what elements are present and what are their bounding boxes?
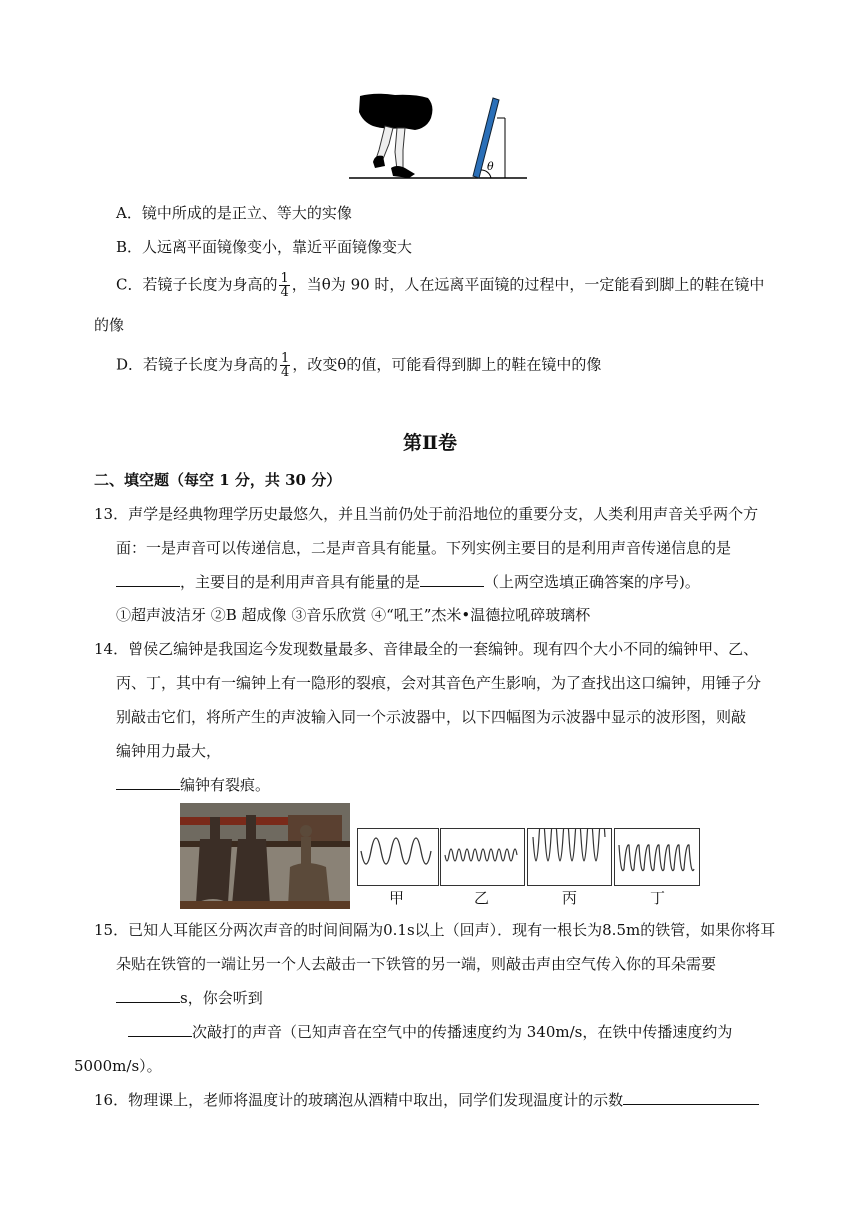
fraction-denominator: 4 [281, 365, 290, 380]
fraction-one-quarter [279, 272, 289, 299]
waveform-label-yi: 乙 [474, 889, 490, 907]
q15-line3 [116, 988, 263, 1008]
waveform-jia [357, 828, 439, 886]
waveform-label-ding: 丁 [650, 889, 666, 907]
answer-blank[interactable] [128, 1022, 192, 1037]
fraction-numerator: 1 [281, 351, 290, 366]
answer-blank[interactable] [116, 988, 180, 1003]
q16-line1 [94, 1090, 759, 1110]
mirror [473, 98, 499, 178]
q13-line2: 面：一是声音可以传递信息，二是声音具有能量。下列实例主要目的是利用声音传递信息的是 [116, 539, 732, 557]
waveform-label-bing: 丙 [562, 889, 578, 907]
fraction-denominator: 4 [280, 285, 289, 300]
option-c-continuation: 的像 [94, 316, 125, 334]
theta-label: θ [487, 160, 494, 173]
q14-line4: 编钟用力最大， [116, 742, 222, 760]
q16-line1-text: 16．物理课上，老师将温度计的玻璃泡从酒精中取出，同学们发现温度计的示数 [94, 1091, 624, 1109]
waveform-yi [440, 828, 525, 886]
answer-blank[interactable] [420, 572, 484, 587]
section-heading: 二、填空题（每空 1 分，共 30 分） [94, 471, 342, 489]
q14-line5-text: 编钟有裂痕。 [180, 776, 271, 794]
waveform-bing [527, 828, 612, 886]
option-c-prefix: C．若镜子长度为身高的 [116, 275, 278, 294]
option-a: A．镜中所成的是正立、等大的实像 [116, 204, 352, 222]
q14-line1: 14．曾侯乙编钟是我国迄今发现数量最多、音律最全的一套编钟。现有四个大小不同的编钟甲、乙、 [94, 640, 759, 658]
answer-blank[interactable] [116, 572, 180, 587]
bells-photo [180, 803, 350, 909]
option-d [116, 352, 601, 379]
q14-line3: 别敲击它们，将所产生的声波输入同一个示波器中，以下四幅图为示波器中显示的波形图，则敲 [116, 708, 747, 726]
person-silhouette [359, 94, 432, 178]
q15-line4 [128, 1022, 732, 1042]
answer-blank[interactable] [623, 1090, 759, 1105]
q13-line1: 13．声学是经典物理学历史最悠久，并且当前仍处于前沿地位的重要分支，人类利用声音关乎两个方 [94, 505, 759, 523]
q13-line3 [116, 572, 700, 592]
fraction-one-quarter-d [280, 352, 290, 379]
option-c [116, 272, 764, 299]
q15-line3-text: s，你会听到 [180, 989, 263, 1007]
q15-line1: 15．已知人耳能区分两次声音的时间间隔为0.1s以上（回声）．现有一根长为8.5m的铁管，如果你将耳 [94, 921, 776, 939]
waveform-label-jia: 甲 [389, 889, 405, 907]
q13-options: ①超声波洁牙 ②B 超成像 ③音乐欣赏 ④“吼王”杰米•温德拉吼碎玻璃杯 [116, 606, 591, 624]
option-b: B．人远离平面镜像变小，靠近平面镜像变大 [116, 238, 413, 256]
q14-line5 [116, 775, 270, 795]
section-title: 第Ⅱ卷 [402, 432, 457, 454]
answer-blank[interactable] [116, 775, 180, 790]
option-d-suffix: ，改变θ的值，可能看得到脚上的鞋在镜中的像 [292, 355, 602, 374]
q13-line3-middle: ，主要目的是利用声音具有能量的是 [180, 573, 421, 591]
option-c-suffix: ，当θ为 90 时，人在远离平面镜的过程中，一定能看到脚上的鞋在镜中 [291, 275, 765, 294]
option-d-prefix: D．若镜子长度为身高的 [116, 355, 279, 374]
q13-line3-end: （上两空选填正确答案的序号)。 [484, 573, 700, 591]
q14-line2: 丙、丁，其中有一编钟上有一隐形的裂痕，会对其音色产生影响，为了查找出这口编钟，用锤子分 [116, 674, 762, 692]
waveform-ding [614, 828, 700, 886]
mirror-figure [345, 92, 531, 182]
q15-line5: 5000m/s）。 [74, 1057, 162, 1075]
q15-line4-text: 次敲打的声音（已知声音在空气中的传播速度约为 340m/s，在铁中传播速度约为 [192, 1023, 733, 1041]
fraction-numerator: 1 [280, 271, 289, 286]
q15-line2: 朵贴在铁管的一端让另一个人去敲击一下铁管的另一端，则敲击声由空气传入你的耳朵需要 [116, 955, 717, 973]
